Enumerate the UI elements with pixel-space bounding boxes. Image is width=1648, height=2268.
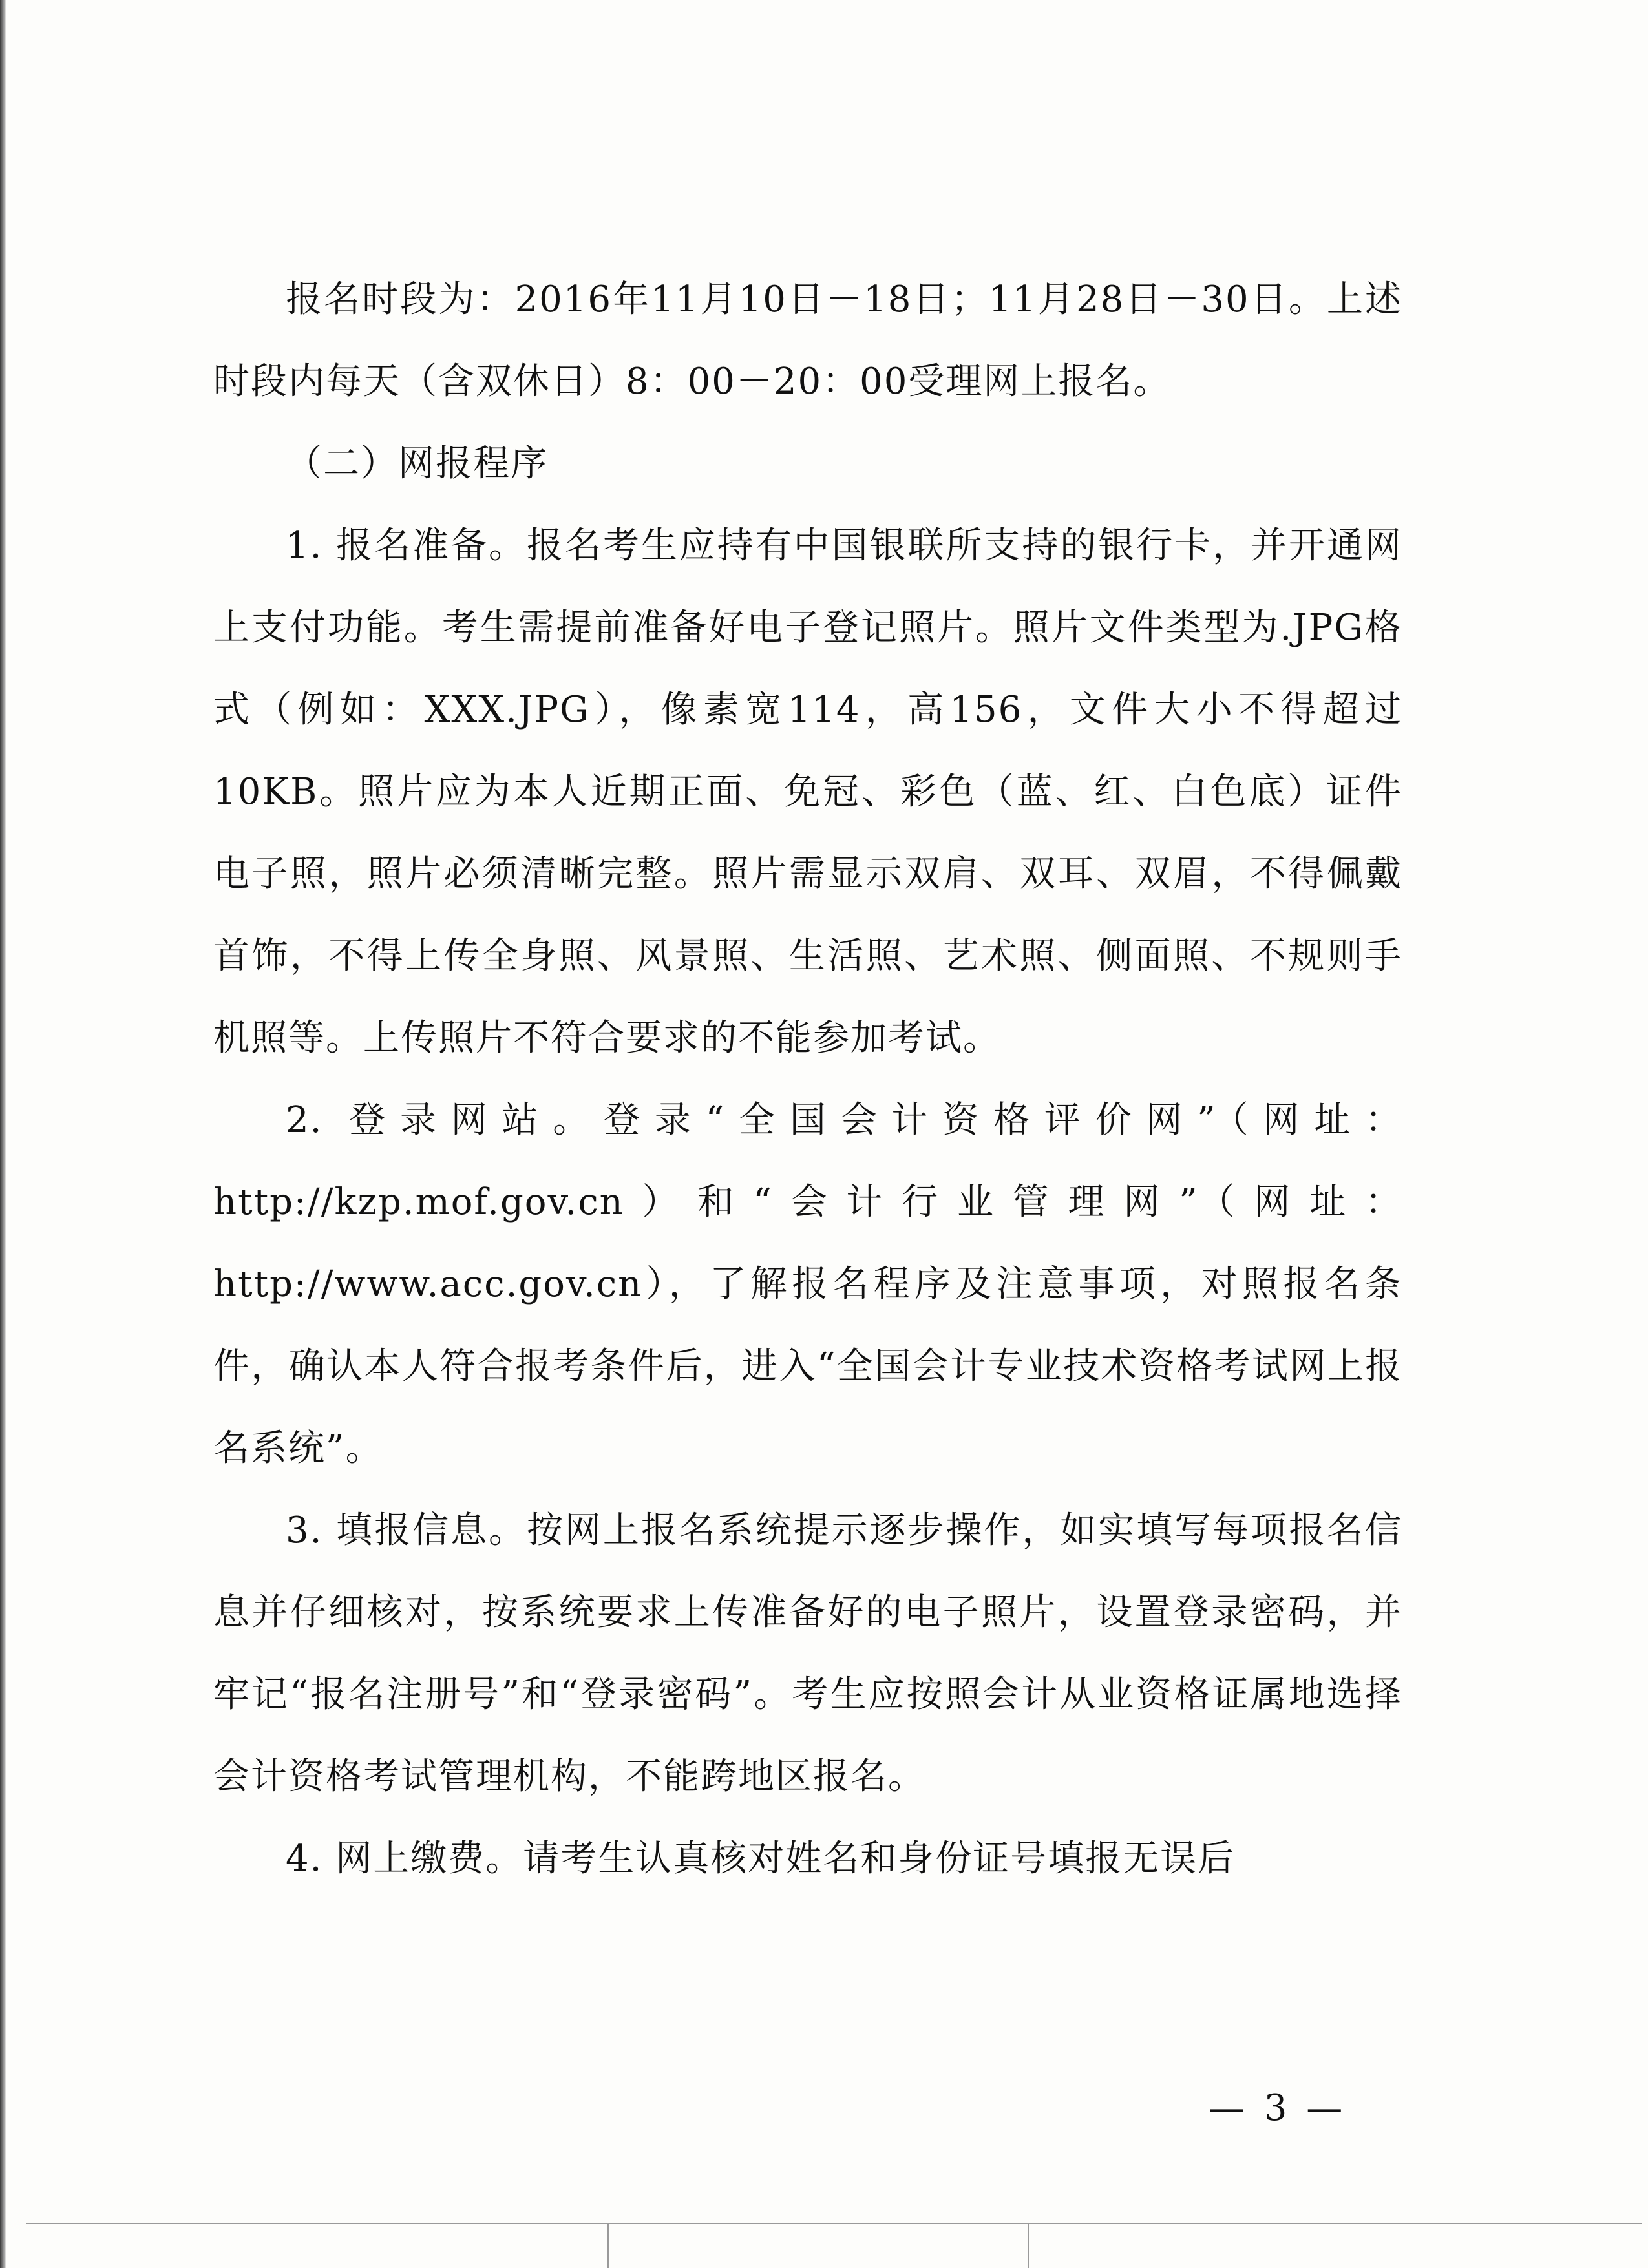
paragraph-step-1-preparation: 1. 报名准备。报名考生应持有中国银联所支持的银行卡，并开通网上支付功能。考生需提前准备好电子登记照片。照片文件类型为.JPG格式（例如：XXX.JPG），像素宽114，高156，文件大小不得超过10KB。照片应为本人近期正面、免冠、彩色（蓝、红、白色底）证件电子照，照片必须清晰完整。照片需显示双肩、双耳、双眉，不得佩戴首饰，不得上传全身照、风景照、生活照、艺术照、侧面照、不规则手机照等。上传照片不符合要求的不能参加考试。	[213, 525, 1402, 1059]
paragraph-registration-period: 报名时段为：2016年11月10日－18日；11月28日－30日。上述时段内每天（含双休日）8：00－20：00受理网上报名。	[213, 278, 1403, 403]
scan-bottom-border	[26, 2223, 1642, 2224]
paragraph-step-4-payment: 4. 网上缴费。请考生认真核对姓名和身份证号填报无误后	[286, 1838, 1236, 1880]
scan-edge-shadow	[0, 0, 6, 2268]
paragraph-step-3-fill-info: 3. 填报信息。按网上报名系统提示逐步操作，如实填写每项报名信息并仔细核对，按系统要求上传准备好的电子照片，设置登录密码，并牢记“报名注册号”和“登录密码”。考生应按照会计从业资格证属地选择会计资格考试管理机构，不能跨地区报名。	[213, 1509, 1402, 1798]
paragraph-step-2-login: 2. 登录网站。登录“全国会计资格评价网”（网址：http://kzp.mof.gov.cn）和“会计行业管理网”（网址：http://www.acc.gov.cn），了解报名程序及注意事项，对照报名条件，确认本人符合报考条件后，进入“全国会计专业技术资格考试网上报名系统”。	[213, 1099, 1402, 1469]
document-body	[213, 258, 1402, 1900]
scan-bottom-tick	[1028, 2223, 1029, 2268]
page-number: — 3 —	[1209, 2087, 1347, 2129]
scan-bottom-tick	[607, 2223, 609, 2268]
section-heading-online-procedure: （二）网报程序	[286, 443, 548, 485]
